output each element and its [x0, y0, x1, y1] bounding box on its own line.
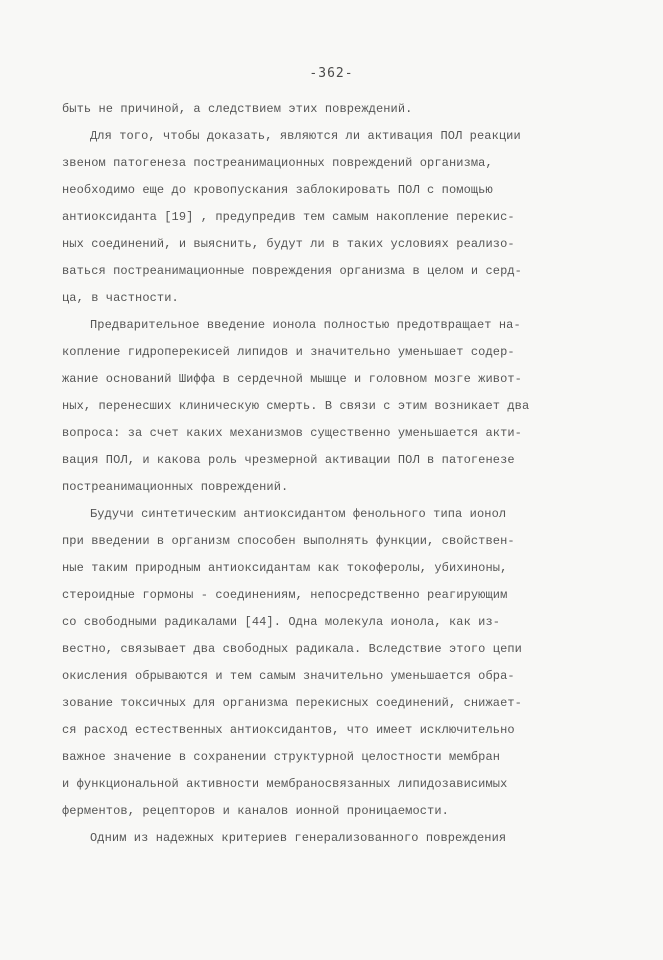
text-line: ваться постреанимационные повреждения организма в целом и серд- [62, 264, 522, 278]
text-line: при введении в организм способен выполнять функции, свойствен- [62, 534, 515, 548]
text-line: постреанимационных повреждений. [62, 480, 289, 494]
text-line: звеном патогенеза постреанимационных повреждений организма, [62, 156, 493, 170]
text-line: антиоксиданта [19] , предупредив тем самым накопление перекис- [62, 210, 515, 224]
text-line: окисления обрываются и тем самым значительно уменьшается обра- [62, 669, 515, 683]
text-line: ных соединений, и выяснить, будут ли в таких условиях реализо- [62, 237, 515, 251]
text-line: Будучи синтетическим антиоксидантом фенольного типа ионол [90, 507, 507, 521]
text-line: Для того, чтобы доказать, являются ли активация ПОЛ реакции [90, 129, 521, 143]
text-line: быть не причиной, а следствием этих повреждений. [62, 102, 413, 116]
text-line: стероидные гормоны - соединениям, непосредственно реагирующим [62, 588, 508, 602]
text-line: Одним из надежных критериев генерализованного повреждения [90, 831, 507, 845]
text-line: вестно, связывает два свободных радикала. Вследствие этого цепи [62, 642, 522, 656]
text-line: ца, в частности. [62, 291, 179, 305]
page-number: -362- [309, 66, 354, 81]
text-line: и функциональной активности мембраносвязанных липидозависимых [62, 777, 508, 791]
text-line: Предварительное введение ионола полностью предотвращает на- [90, 318, 521, 332]
text-line: ферментов, рецепторов и каналов ионной проницаемости. [62, 804, 449, 818]
text-line: важное значение в сохранении структурной целостности мембран [62, 750, 501, 764]
body-text [62, 96, 602, 852]
text-line: копление гидроперекисей липидов и значительно уменьшает содер- [62, 345, 515, 359]
text-line: вация ПОЛ, и какова роль чрезмерной активации ПОЛ в патогенезе [62, 453, 515, 467]
text-line: зование токсичных для организма перекисных соединений, снижает- [62, 696, 522, 710]
text-line: ся расход естественных антиоксидантов, что имеет исключительно [62, 723, 515, 737]
text-line: жание оснований Шиффа в сердечной мышце и головном мозге живот- [62, 372, 522, 386]
text-line: со свободными радикалами [44]. Одна молекула ионола, как из- [62, 615, 501, 629]
text-line: необходимо еще до кровопускания заблокировать ПОЛ с помощью [62, 183, 493, 197]
text-line: ные таким природным антиоксидантам как токоферолы, убихиноны, [62, 561, 508, 575]
text-line: вопроса: за счет каких механизмов существенно уменьшается акти- [62, 426, 522, 440]
text-line: ных, перенесших клиническую смерть. В связи с этим возникает два [62, 399, 530, 413]
